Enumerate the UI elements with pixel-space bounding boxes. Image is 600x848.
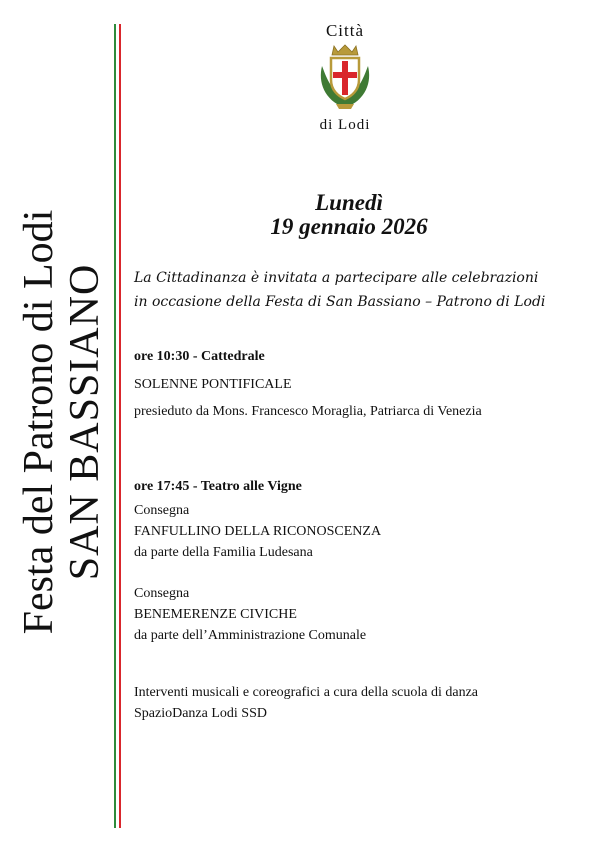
crest-bottom-word: di Lodi (319, 117, 371, 133)
tricolor-stripe-red (119, 24, 121, 828)
closing-line: SpazioDanza Lodi SSD (134, 706, 267, 721)
event2-b-intro: Consegna (134, 586, 190, 601)
side-title (14, 12, 110, 832)
event2-time: ore 17:45 - Teatro alle Vigne (134, 479, 302, 494)
side-title-line2: SAN BASSIANO (62, 263, 108, 581)
crest-top-word: Città (325, 21, 365, 40)
event-date: 19 gennaio 2026 (270, 214, 428, 239)
closing-line: Interventi musicali e coreografici a cura della scuola di danza (134, 685, 478, 700)
tricolor-stripe-green (114, 24, 116, 828)
side-title-line1: Festa del Patrono di Lodi (16, 209, 62, 635)
event1-time: ore 10:30 - Cattedrale (134, 349, 265, 364)
event2-a-intro: Consegna (134, 503, 190, 518)
event2-a-by: da parte della Familia Ludesana (134, 545, 313, 560)
event-weekday: Lunedì (315, 190, 383, 215)
city-coat-of-arms-icon (314, 42, 376, 112)
event1-detail: presieduto da Mons. Francesco Moraglia, Patriarca di Venezia (134, 404, 482, 419)
city-crest (300, 22, 390, 146)
event1-title: SOLENNE PONTIFICALE (134, 377, 292, 392)
invitation-line: in occasione della Festa di San Bassiano – Patrono di Lodi (134, 294, 546, 310)
event2-b-by: da parte dell’Amministrazione Comunale (134, 628, 367, 643)
invitation-line: La Cittadinanza è invitata a partecipare alle celebrazioni (134, 270, 539, 286)
invitation-text (134, 266, 584, 314)
event2-b-title: BENEMERENZE CIVICHE (134, 607, 297, 622)
event2-a-title: FANFULLINO DELLA RICONOSCENZA (134, 524, 382, 539)
